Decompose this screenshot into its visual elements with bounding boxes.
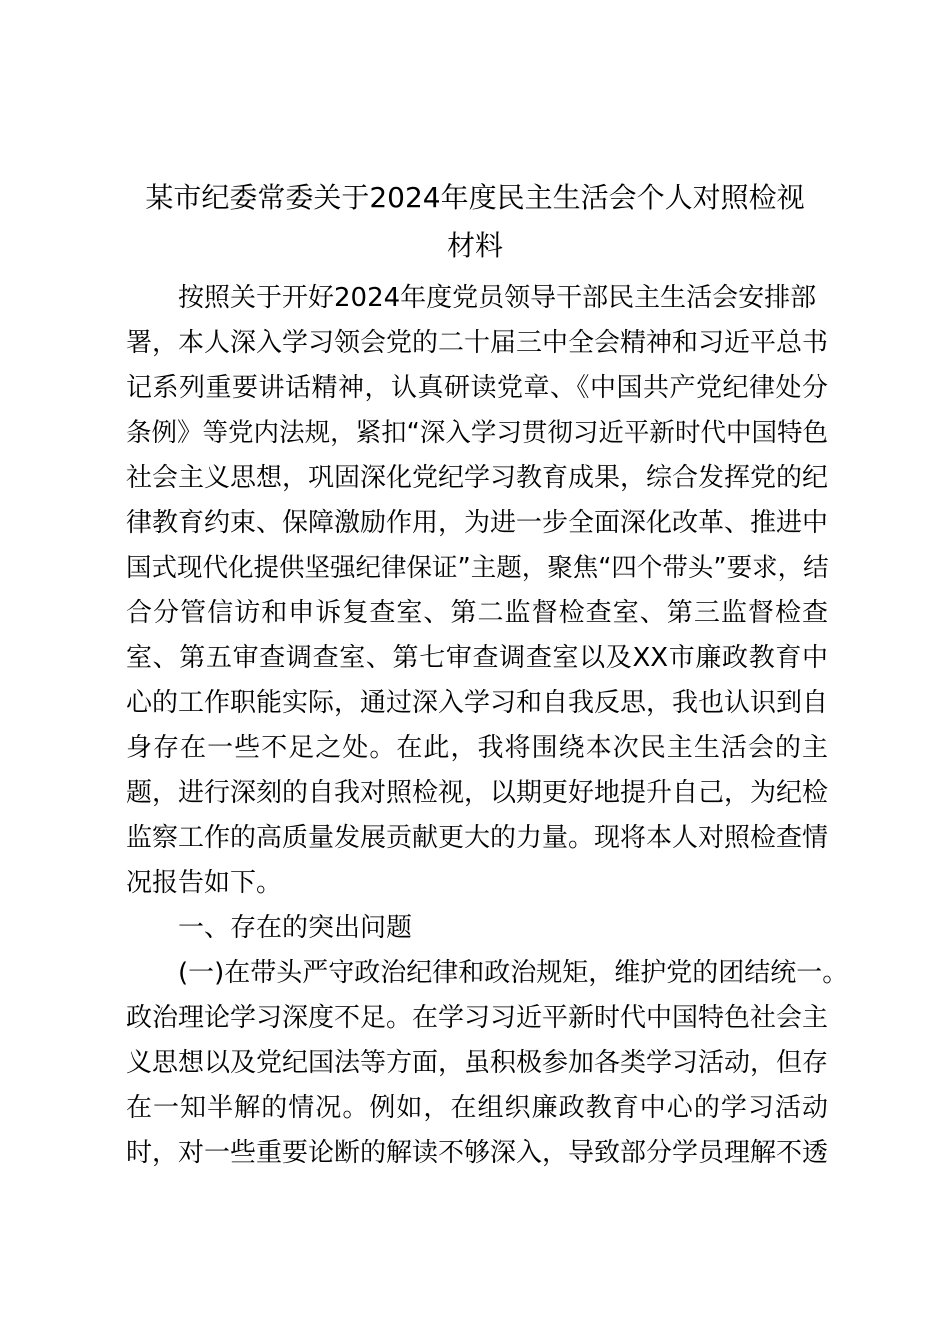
intro-line: 况报告如下。 (126, 868, 283, 898)
intro-line: 室、第五审查调查室、第七审查调查室以及XX市廉政教育中 (126, 643, 828, 673)
intro-line: 监察工作的高质量发展贡献更大的力量。现将本人对照检查情 (126, 823, 829, 853)
body-line: 在一知半解的情况。例如，在组织廉政教育中心的学习活动 (126, 1093, 828, 1123)
intro-line: 条例》等党内法规，紧扣“深入学习贯彻习近平新时代中国特色 (126, 418, 828, 448)
intro-line: 按照关于开好2024年度党员领导干部民主生活会安排部 (178, 283, 817, 313)
body-line: 时，对一些重要论断的解读不够深入，导致部分学员理解不透 (126, 1138, 829, 1168)
intro-line: 律教育约束、保障激励作用，为进一步全面深化改革、推进中 (126, 508, 829, 538)
intro-line: 社会主义思想，巩固深化党纪学习教育成果，综合发挥党的纪 (126, 463, 829, 493)
body-line: 政治理论学习深度不足。在学习习近平新时代中国特色社会主 (126, 1003, 829, 1033)
intro-line: 国式现代化提供坚强纪律保证”主题，聚焦“四个带头”要求，结 (126, 553, 829, 583)
intro-line: 心的工作职能实际，通过深入学习和自我反思，我也认识到自 (126, 688, 829, 718)
intro-line: 合分管信访和申诉复查室、第二监督检查室、第三监督检查 (126, 598, 828, 628)
intro-line: 署，本人深入学习领会党的二十届三中全会精神和习近平总书 (126, 328, 829, 358)
section-heading: 一、存在的突出问题 (178, 913, 413, 943)
body-line: 义思想以及党纪国法等方面，虽积极参加各类学习活动，但存 (126, 1048, 829, 1078)
intro-line: 记系列重要讲话精神，认真研读党章、《中国共产党纪律处分 (126, 373, 828, 403)
intro-line: 身存在一些不足之处。在此，我将围绕本次民主生活会的主 (126, 733, 828, 763)
subsection-heading: (一)在带头严守政治纪律和政治规矩，维护党的团结统一。 (178, 958, 849, 988)
document-title-line-2: 材料 (446, 229, 503, 262)
intro-line: 题，进行深刻的自我对照检视，以期更好地提升自己，为纪检 (126, 778, 829, 808)
document-title-line-1: 某市纪委常委关于2024年度民主生活会个人对照检视 (145, 181, 805, 214)
